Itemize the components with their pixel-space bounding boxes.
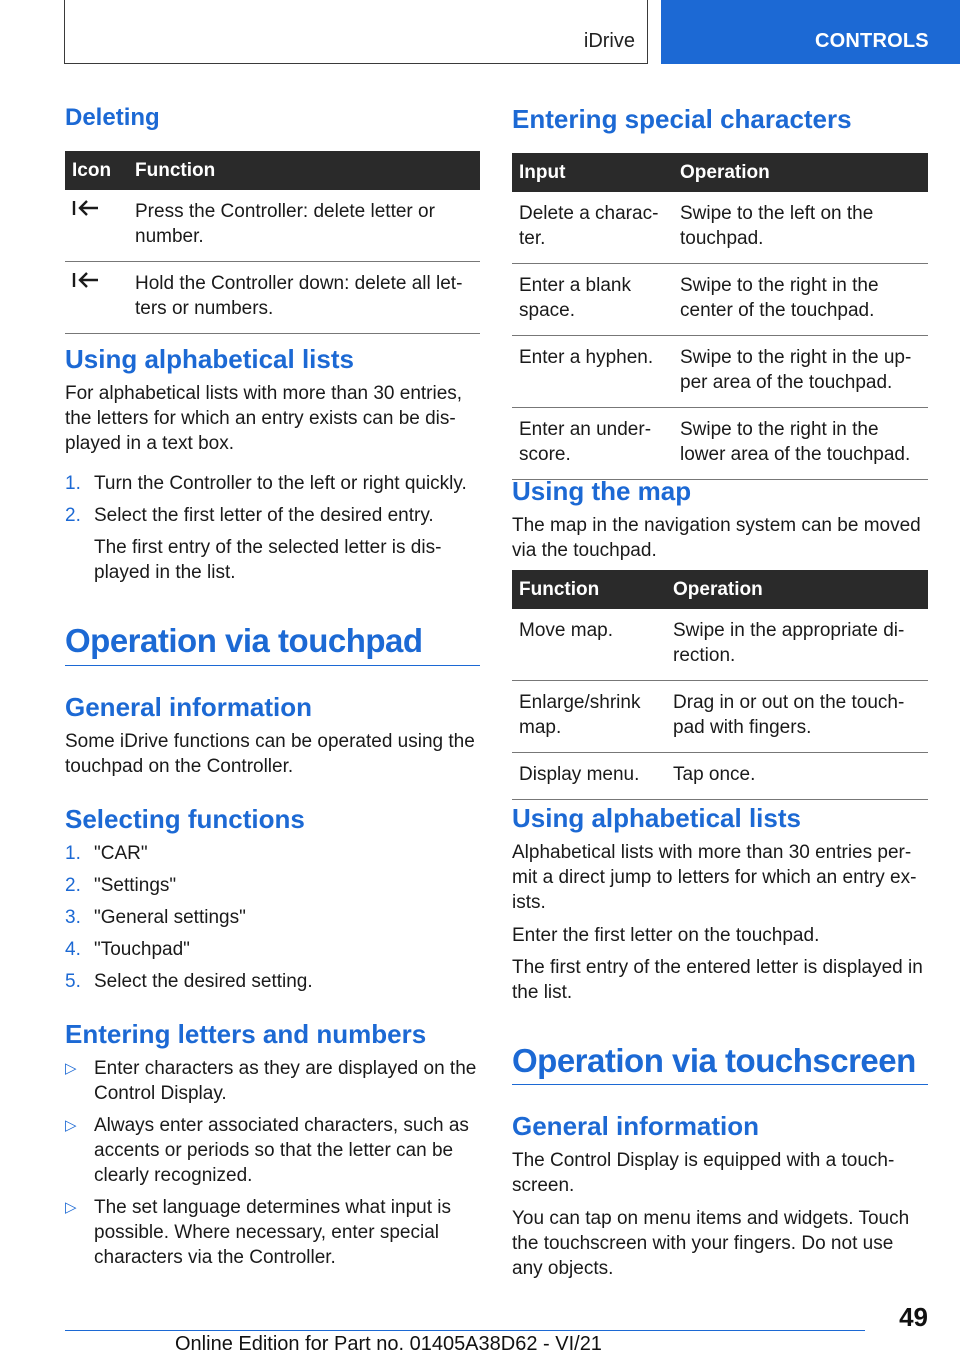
alpha-lists-heading-right: Using alphabetical lists bbox=[512, 803, 801, 833]
touchscreen-heading: Operation via touchscreen bbox=[512, 1042, 916, 1079]
delete-arrow-icon bbox=[65, 262, 128, 334]
list-item: 5. Select the desired setting. bbox=[65, 971, 313, 992]
list-item: 1. "CAR" bbox=[65, 843, 148, 864]
table-row: Enter a hyphen. Swipe to the right in the upper area of the touchpad. bbox=[512, 336, 928, 408]
touchscreen-general-heading: General information bbox=[512, 1111, 760, 1141]
list-item: 2. "Settings" bbox=[65, 875, 177, 896]
footer-edition: Online Edition for Part no. 01405A38D62 - VI/21 bbox=[175, 1333, 602, 1355]
table-row: Enlarge/shrink map. Drag in or out on the touchpad with fingers. bbox=[512, 681, 928, 753]
list-item: 2. Select the first letter of the desired entry. bbox=[65, 505, 434, 526]
map-header-operation: Operation bbox=[666, 570, 928, 609]
header-chapter-tab bbox=[661, 0, 960, 64]
touchscreen-p2: You can tap on menu items and widgets. Touch the touchscreen with your fingers. Do not use any objects. bbox=[512, 1208, 910, 1279]
bullet-triangle-icon: ▷ bbox=[65, 1060, 77, 1077]
map-header-function: Function bbox=[512, 570, 666, 609]
page-number: 49 bbox=[899, 1302, 928, 1332]
special-chars-table bbox=[512, 153, 928, 480]
list-item: ▷ Always enter associated characters, such as accents or periods so that the letter can be clearly recognized. bbox=[65, 1115, 469, 1186]
map-table bbox=[512, 570, 928, 800]
alpha-lists-p3: The first entry of the entered letter is displayed in the list. bbox=[512, 957, 923, 1003]
alpha-lists-p1: Alphabetical lists with more than 30 entries permit a direct jump to letters for which an entry exists. bbox=[512, 842, 917, 913]
divider bbox=[65, 665, 480, 666]
delete-arrow-icon bbox=[65, 190, 128, 262]
general-info-text: Some iDrive functions can be operated using the touchpad on the Controller. bbox=[65, 731, 475, 777]
touchpad-heading: Operation via touchpad bbox=[65, 622, 423, 659]
special-header-operation: Operation bbox=[673, 153, 928, 192]
table-row bbox=[65, 262, 480, 334]
divider bbox=[512, 1084, 928, 1085]
alpha-lists-p2: Enter the first letter on the touchpad. bbox=[512, 925, 820, 946]
deleting-header-icon: Icon bbox=[65, 151, 128, 190]
special-header-input: Input bbox=[512, 153, 673, 192]
deleting-row-text: Press the Controller: delete letter or number. bbox=[128, 190, 480, 262]
general-info-heading: General information bbox=[65, 692, 313, 722]
using-map-heading: Using the map bbox=[512, 476, 692, 506]
table-row: Enter an underscore. Swipe to the right in the lower area of the touchpad. bbox=[512, 408, 928, 480]
list-item: 4. "Touchpad" bbox=[65, 939, 190, 960]
footer-divider bbox=[65, 1330, 865, 1331]
table-row: Display menu. Tap once. bbox=[512, 753, 928, 800]
table-row bbox=[65, 190, 480, 262]
using-map-text: The map in the navigation system can be moved via the touchpad. bbox=[512, 515, 921, 561]
entering-letters-heading: Entering letters and numbers bbox=[65, 1019, 427, 1049]
selecting-steps bbox=[65, 841, 480, 1001]
entering-letters-list bbox=[65, 1056, 480, 1277]
deleting-heading: Deleting bbox=[65, 104, 160, 131]
table-row: Move map. Swipe in the appropriate direction. bbox=[512, 609, 928, 681]
table-row: Delete a character. Swipe to the left on the touchpad. bbox=[512, 192, 928, 264]
list-item: 3. "General settings" bbox=[65, 907, 246, 928]
header-left-box bbox=[64, 0, 648, 64]
alpha-lists-intro: For alphabetical lists with more than 30 entries, the letters for which an entry exists can be displayed in a text box. bbox=[65, 383, 463, 454]
touchscreen-p1: The Control Display is equipped with a touchscreen. bbox=[512, 1150, 895, 1196]
deleting-row-text: Hold the Controller down: delete all letters or numbers. bbox=[128, 262, 480, 334]
deleting-table bbox=[65, 151, 480, 334]
selecting-functions-heading: Selecting functions bbox=[65, 804, 305, 834]
list-item: ▷ Enter characters as they are displayed on the Control Display. bbox=[65, 1058, 477, 1104]
alpha-step-note: The first entry of the selected letter is displayed in the list. bbox=[94, 537, 442, 583]
bullet-triangle-icon: ▷ bbox=[65, 1117, 77, 1134]
list-item: 1. Turn the Controller to the left or right quickly. bbox=[65, 473, 467, 494]
header-chapter-label: CONTROLS bbox=[815, 30, 929, 52]
alpha-steps bbox=[65, 471, 480, 535]
alpha-lists-heading: Using alphabetical lists bbox=[65, 344, 354, 374]
special-chars-heading: Entering special characters bbox=[512, 104, 852, 134]
table-row: Enter a blank space. Swipe to the right in the center of the touchpad. bbox=[512, 264, 928, 336]
list-item: ▷ The set language determines what input is possible. Where necessary, enter special characters via the Controller. bbox=[65, 1197, 451, 1268]
deleting-header-function: Function bbox=[128, 151, 480, 190]
bullet-triangle-icon: ▷ bbox=[65, 1199, 77, 1216]
header-section-label: iDrive bbox=[583, 30, 635, 52]
